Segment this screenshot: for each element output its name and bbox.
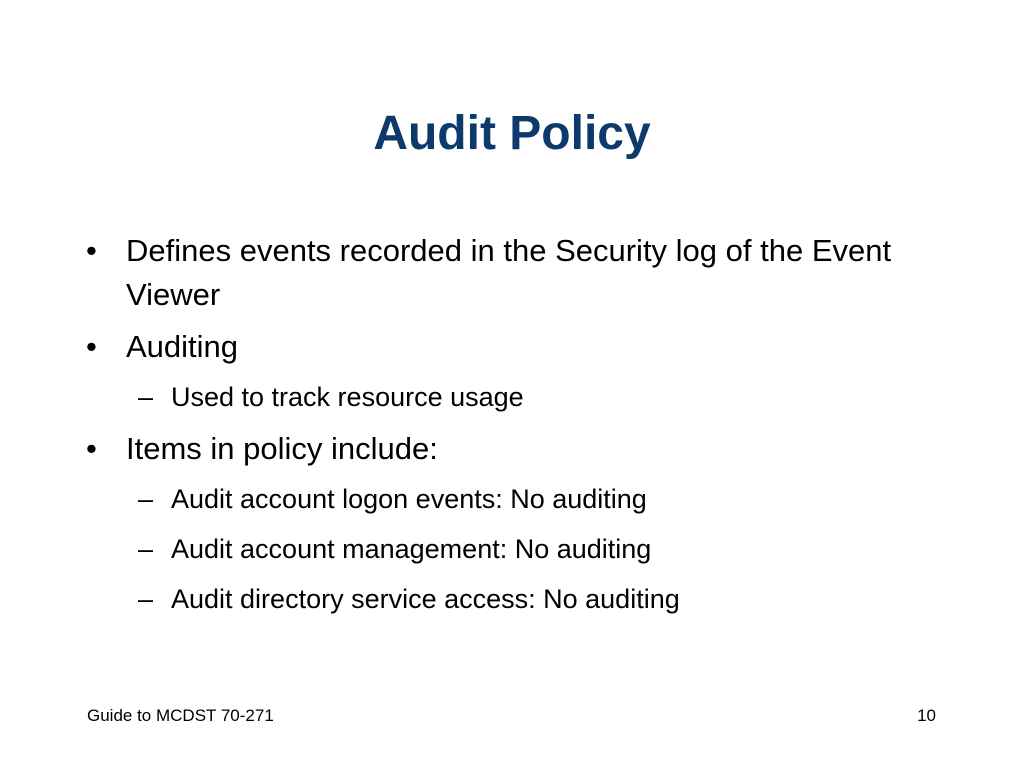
slide-content (86, 229, 956, 629)
bullet-icon: • (86, 431, 97, 466)
footer-course-title: Guide to MCDST 70-271 (87, 706, 274, 725)
bullet-text: Items in policy include: (126, 431, 438, 466)
sub-bullet-text: Audit account logon events: No auditing (171, 484, 647, 514)
sub-bullet-item (86, 579, 956, 619)
slide-title: Audit Policy (373, 107, 651, 160)
bullet-item (86, 229, 956, 317)
sub-bullet-text: Audit directory service access: No auditing (171, 584, 680, 614)
bullet-text: Auditing (126, 329, 239, 364)
dash-icon: – (138, 382, 154, 412)
bullet-item (86, 427, 956, 471)
dash-icon: – (138, 584, 154, 614)
bullet-text: Defines events recorded in the Security log of the Event Viewer (126, 233, 892, 312)
dash-icon: – (138, 534, 154, 564)
sub-bullet-item (86, 479, 956, 519)
bullet-item (86, 325, 956, 369)
sub-bullet-text: Audit account management: No auditing (171, 534, 652, 564)
sub-bullet-item (86, 529, 956, 569)
bullet-icon: • (86, 233, 97, 268)
bullet-icon: • (86, 329, 97, 364)
sub-bullet-item (86, 377, 956, 417)
dash-icon: – (138, 484, 154, 514)
slide-page-number: 10 (917, 706, 936, 725)
sub-bullet-text: Used to track resource usage (171, 382, 524, 412)
